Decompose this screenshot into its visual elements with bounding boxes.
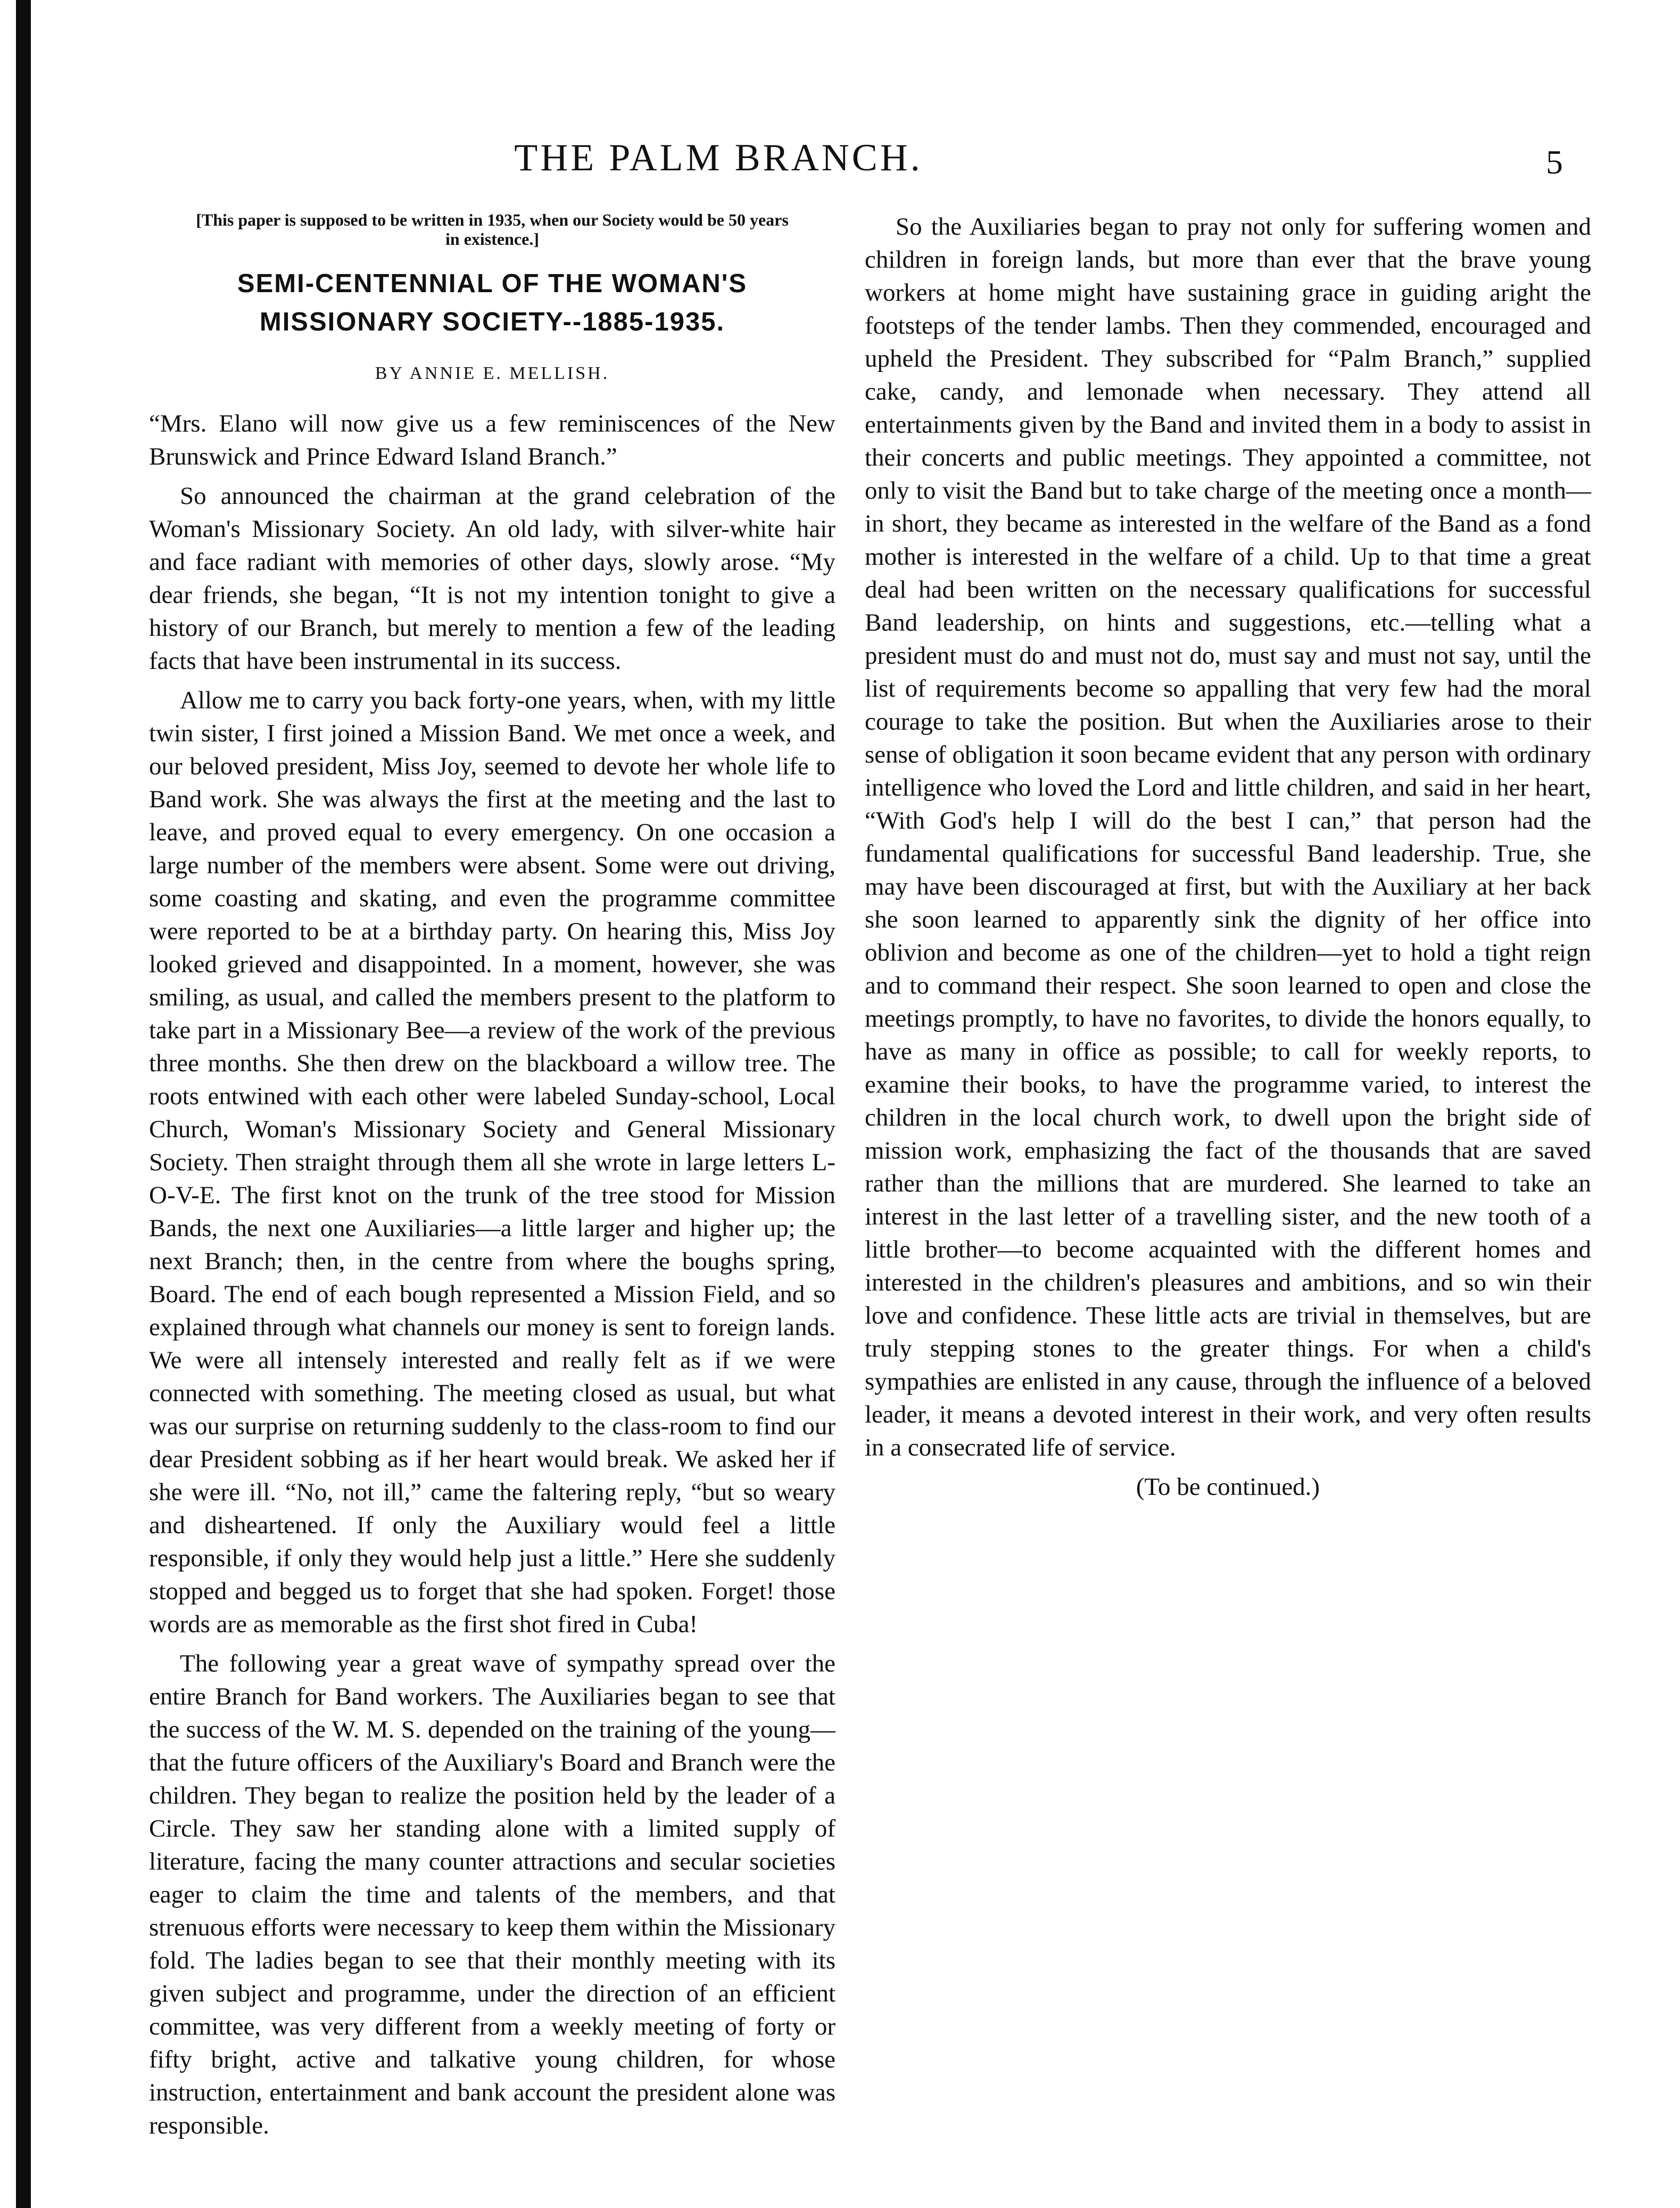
article-title: SEMI-CENTENNIAL OF THE WOMAN'S MISSIONARY SOCIETY--1885-1935. [237,269,748,336]
paragraph: So announced the chairman at the grand celebration of the Woman's Missionary Society. An old lady, with silver-white hair and face radiant with memories of other days, slowly arose. “My dear friends, she began, “It is not my intention tonight to give a history of our Branch, but merely to mention a few of the leading facts that have been instrumental in its success. [149,482,835,675]
continued-note: (To be continued.) [1136,1473,1320,1501]
paragraph: So the Auxiliaries began to pray not only for suffering women and children in foreign lands, but more than ever that the brave young workers at home might have sustaining grace in guiding aright the footsteps of the tender lambs. Then they commended, encouraged and upheld the President. They subscribed for “Palm Branch,” supplied cake, candy, and lemonade when necessary. They attend all entertainments given by the Band and invited them in a body to assist in their concerts and public meetings. They appointed a committee, not only to visit the Band but to take charge of the meeting once a month—in short, they became as interested in the welfare of the Band as a fond mother is interested in the welfare of a child. Up to that time a great deal had been written on the necessary qualifications for successful Band leadership, on hints and suggestions, etc.—telling what a president must do and must not do, must say and must not say, until the list of requirements become so appalling that very few had the moral courage to take the position. But when the Auxiliaries arose to their sense of obligation it soon became evident that any person with ordinary intelligence who loved the Lord and little children, and said in her heart, “With God's help I will do the best I can,” that person had the fundamental qualifications for successful Band leadership. True, she may have been discouraged at first, but with the Auxiliary at her back she soon learned to apparently sink the dignity of her office into oblivion and become as one of the children—yet to hold a tight reign and to command their respect. She soon learned to open and close the meetings promptly, to have no favorites, to divide the honors equally, to have as many in office as possible; to call for weekly reports, to examine their books, to have the programme varied, to interest the children in the local church work, to dwell upon the bright side of mission work, emphasizing the fact of the thousands that are saved rather than the millions that are murdered. She learned to take an interest in the last letter of a travelling sister, and the new tooth of a little brother—to become acquainted with the different homes and interested in the children's pleasures and ambitions, and so win their love and confidence. These little acts are trivial in themselves, but are truly stepping stones to the greater things. For when a child's sympathies are enlisted in any cause, through the influence of a beloved leader, it means a devoted interest in their work, and very often results in a consecrated life of service. [865,213,1591,1461]
column-right [865,210,1591,1503]
paragraph: The following year a great wave of sympathy spread over the entire Branch for Band workers. The Auxiliaries began to see that the success of the W. M. S. depended on the training of the young—that the future officers of the Auxiliary's Board and Branch were the children. They began to realize the position held by the leader of a Circle. They saw her standing alone with a limited supply of literature, facing the many counter attractions and secular societies eager to claim the time and talents of the members, and that strenuous efforts were necessary to keep them within the Missionary fold. The ladies began to see that their monthly meeting with its given subject and programme, under the direction of an efficient committee, was very different from a weekly meeting of forty or fifty bright, active and talkative young children, for whose instruction, entertainment and bank account the president alone was responsible. [149,1650,835,2139]
column-left [149,210,835,2148]
paragraph: Allow me to carry you back forty-one years, when, with my little twin sister, I first joined a Mission Band. We met once a week, and our beloved president, Miss Joy, seemed to devote her whole life to Band work. She was always the first at the meeting and the last to leave, and proved equal to every emergency. On one occasion a large number of the members were absent. Some were out driving, some coasting and skating, and even the programme committee were reported to be at a birthday party. On hearing this, Miss Joy looked grieved and disappointed. In a moment, however, she was smiling, as usual, and called the members present to the platform to take part in a Missionary Bee—a review of the work of the previous three months. She then drew on the blackboard a willow tree. The roots entwined with each other were labeled Sunday-school, Local Church, Woman's Missionary Society and General Missionary Society. Then straight through them all she wrote in large letters L-O-V-E. The first knot on the trunk of the tree stood for Mission Bands, the next one Auxiliaries—a little larger and higher up; the next Branch; then, in the centre from where the boughs spring, Board. The end of each bough represented a Mission Field, and so explained through what channels our money is sent to foreign lands. We were all intensely interested and really felt as if we were connected with something. The meeting closed as usual, but what was our surprise on returning suddenly to the class-room to find our dear President sobbing as if her heart would break. We asked her if she were ill. “No, not ill,” came the faltering reply, “but so weary and disheartened. If only the Auxiliary would feel a little responsible, if only they would help just a little.” Here she suddenly stopped and begged us to forget that she had spoken. Forget! those words are as memorable as the first shot fired in Cuba! [149,687,835,1638]
paragraph: “Mrs. Elano will now give us a few reminiscences of the New Brunswick and Prince Edward Island Branch.” [149,410,835,470]
page-edge-rule [16,0,31,2208]
running-header: THE PALM BRANCH. [514,136,923,179]
editor-note: [This paper is supposed to be written in 1935, when our Society would be 50 years in existence.] [196,210,789,249]
byline: BY ANNIE E. MELLISH. [375,363,610,383]
page-number: 5 [1546,143,1563,181]
